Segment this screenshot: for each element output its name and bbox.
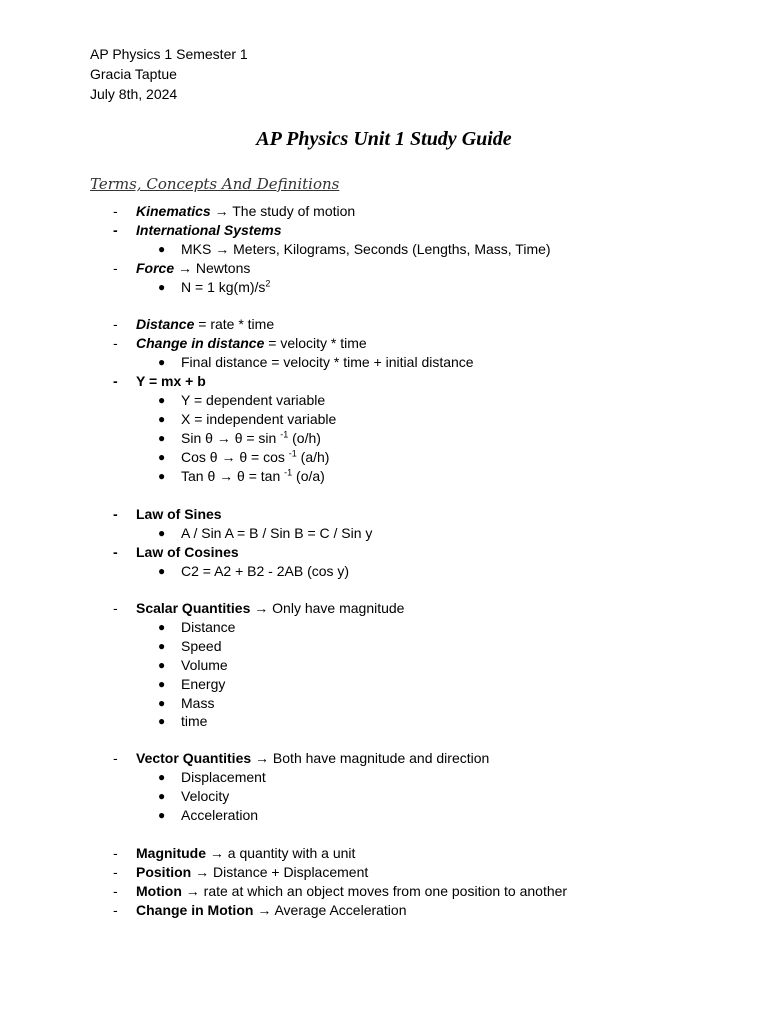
bullet-marker: ● xyxy=(158,696,166,710)
term: Kinematics xyxy=(136,203,211,219)
definition: → Newtons xyxy=(174,260,251,276)
sub-item-text: Speed xyxy=(181,638,222,654)
bullet-marker: ● xyxy=(158,564,166,578)
sub-item-text: C2 = A2 + B2 - 2AB (cos y) xyxy=(181,563,350,579)
sub-item-text: Y = dependent variable xyxy=(181,392,326,408)
dash-marker: - xyxy=(113,845,118,861)
term: Vector Quantities xyxy=(136,750,252,766)
sub-item-text: Distance xyxy=(181,619,236,635)
bullet-marker: ● xyxy=(158,789,166,803)
definition: → rate at which an object moves from one position to another xyxy=(181,883,568,899)
dash-marker: - xyxy=(113,902,118,918)
section-heading: Terms, Concepts And Definitions xyxy=(90,175,340,193)
term: Law of Cosines xyxy=(136,544,239,560)
sub-item-text: Mass xyxy=(181,695,215,711)
definition: = rate * time xyxy=(194,316,275,332)
dash-marker: - xyxy=(113,600,118,616)
term: Position xyxy=(136,864,192,880)
bullet-marker: ● xyxy=(158,431,166,445)
definition: → Distance + Displacement xyxy=(191,864,369,880)
bullet-marker: ● xyxy=(158,677,166,691)
formula-start: Sin θ → θ = sin xyxy=(181,430,281,446)
term: Change in Motion xyxy=(136,902,254,918)
bullet-marker: ● xyxy=(158,639,166,653)
dash-marker: - xyxy=(113,864,118,880)
bullet-marker: ● xyxy=(158,620,166,634)
dash-marker: - xyxy=(113,316,118,332)
definition: → Average Acceleration xyxy=(253,902,407,918)
dash-marker: - xyxy=(113,883,118,899)
term: Scalar Quantities xyxy=(136,600,251,616)
dash-marker: - xyxy=(113,222,118,238)
formula-end: (a/h) xyxy=(296,449,330,465)
sub-item-text: Volume xyxy=(181,657,228,673)
superscript: 2 xyxy=(265,278,271,289)
dash-marker: - xyxy=(113,335,118,351)
term: International Systems xyxy=(136,222,282,238)
sub-item-text: Velocity xyxy=(181,788,230,804)
sub-item-text: Displacement xyxy=(181,769,266,785)
definition: → a quantity with a unit xyxy=(206,845,356,861)
dash-marker: - xyxy=(113,260,118,276)
bullet-marker: ● xyxy=(158,450,166,464)
dash-marker: - xyxy=(113,203,118,219)
dash-marker: - xyxy=(113,750,118,766)
sub-item-text: Acceleration xyxy=(181,807,259,823)
term: Distance xyxy=(136,316,195,332)
superscript: -1 xyxy=(288,448,297,459)
superscript: -1 xyxy=(280,429,289,440)
formula-start: Tan θ → θ = tan xyxy=(181,468,285,484)
formula-end: (o/h) xyxy=(288,430,321,446)
dash-marker: - xyxy=(113,373,118,389)
document-date: July 8th, 2024 xyxy=(90,86,178,102)
superscript: -1 xyxy=(284,467,293,478)
bullet-marker: ● xyxy=(158,526,166,540)
course-line: AP Physics 1 Semester 1 xyxy=(90,46,248,62)
term: Force xyxy=(136,260,175,276)
dash-marker: - xyxy=(113,506,118,522)
term: Change in distance xyxy=(136,335,265,351)
term: Y = mx + b xyxy=(136,373,206,389)
bullet-marker: ● xyxy=(158,469,166,483)
sub-item-text: time xyxy=(181,713,208,729)
sub-item-text: Energy xyxy=(181,676,226,692)
term: Law of Sines xyxy=(136,506,222,522)
bullet-marker: ● xyxy=(158,412,166,426)
formula-start: Cos θ → θ = cos xyxy=(181,449,289,465)
formula-end: (o/a) xyxy=(292,468,325,484)
sub-item-text: Final distance = velocity * time + initial distance xyxy=(181,354,474,370)
sub-item-text: MKS → Meters, Kilograms, Seconds (Lengths, Mass, Time) xyxy=(181,241,551,257)
term: Magnitude xyxy=(136,845,206,861)
author-name: Gracia Taptue xyxy=(90,66,177,82)
definition: = velocity * time xyxy=(264,335,367,351)
definition: → Only have magnitude xyxy=(250,600,405,616)
sub-item-text: N = 1 kg(m)/s xyxy=(181,279,266,295)
bullet-marker: ● xyxy=(158,658,166,672)
term: Motion xyxy=(136,883,182,899)
dash-marker: - xyxy=(113,544,118,560)
page-title: AP Physics Unit 1 Study Guide xyxy=(256,128,512,150)
sub-item-text: X = independent variable xyxy=(181,411,337,427)
sub-item-text: A / Sin A = B / Sin B = C / Sin y xyxy=(181,525,373,541)
bullet-marker: ● xyxy=(158,770,166,784)
definition: → Both have magnitude and direction xyxy=(251,750,490,766)
definition: → The study of motion xyxy=(210,203,356,219)
document-header xyxy=(90,44,248,104)
bullet-marker: ● xyxy=(158,393,166,407)
bullet-marker: ● xyxy=(158,242,166,256)
bullet-marker: ● xyxy=(158,280,166,294)
bullet-marker: ● xyxy=(158,714,166,728)
bullet-marker: ● xyxy=(158,355,166,369)
bullet-marker: ● xyxy=(158,808,166,822)
